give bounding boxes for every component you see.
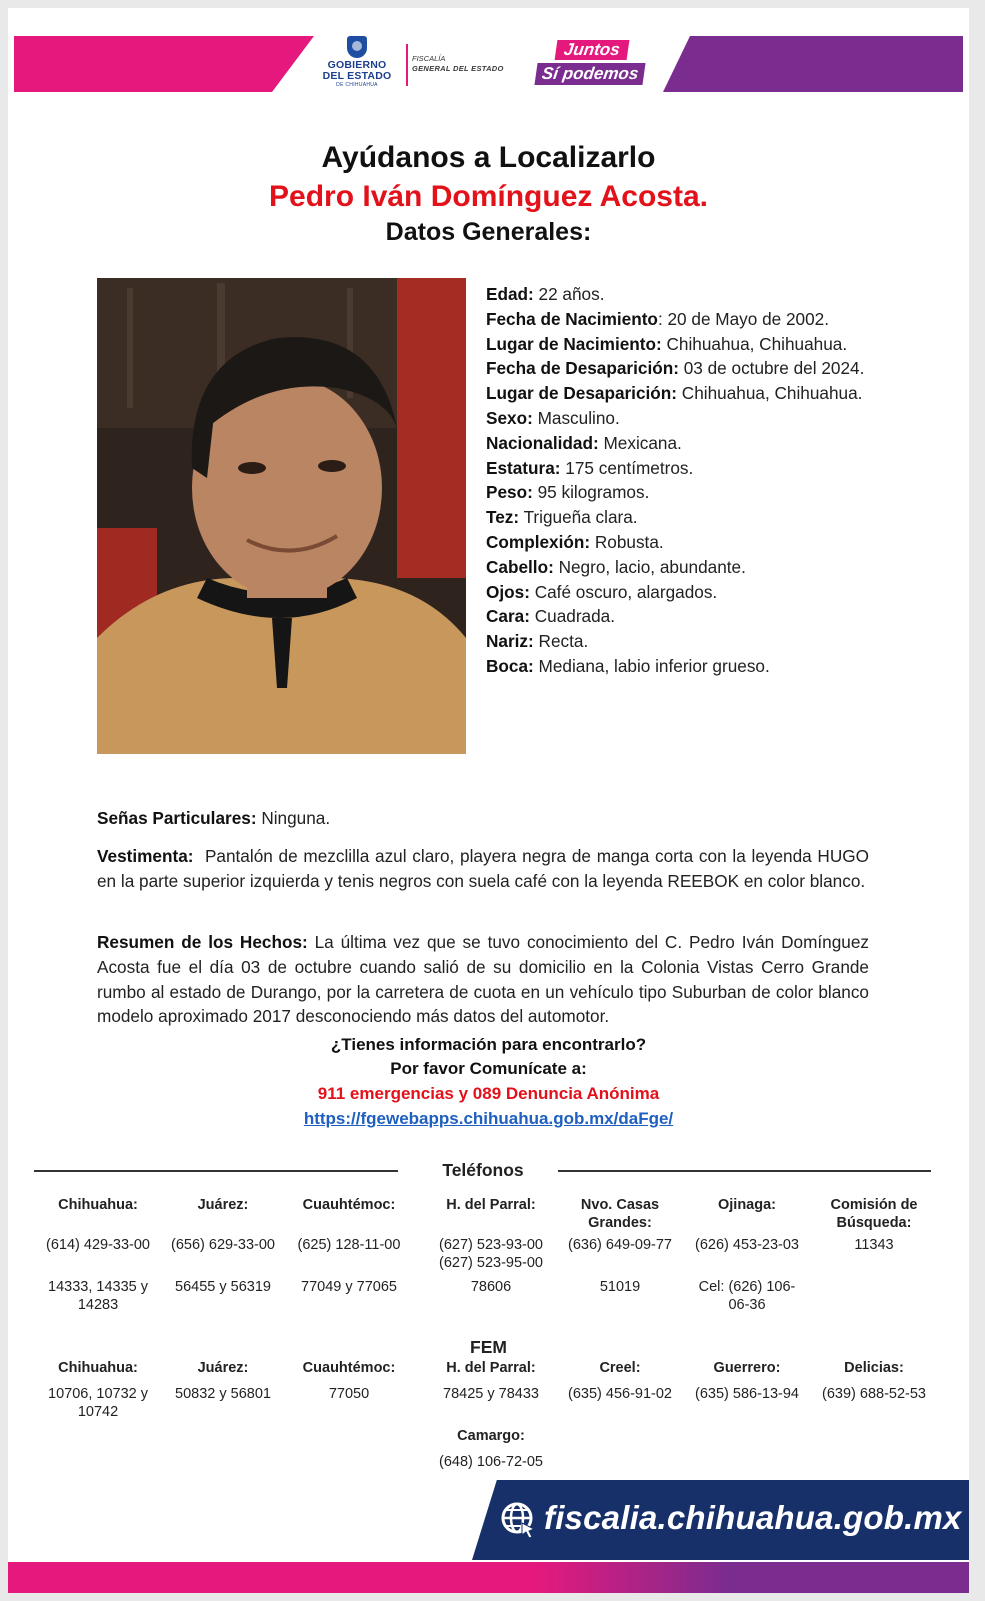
- person-name: Pedro Iván Domínguez Acosta.: [269, 180, 708, 213]
- field-label: Edad:: [486, 284, 534, 304]
- field-value: 95 kilogramos.: [532, 482, 650, 503]
- phones-divider-right: [558, 1170, 931, 1172]
- vestimenta-label: Vestimenta:: [97, 846, 194, 866]
- field-label: Fecha de Nacimiento: [486, 308, 658, 329]
- gob-logo-line1: GOBIERNO: [327, 59, 387, 71]
- fem-city: Camargo:: [457, 1428, 525, 1444]
- contact-please: Por favor Comunícate a:: [390, 1059, 587, 1078]
- fem-col-juarez: [162, 1359, 284, 1403]
- field-value: Mexicana.: [598, 432, 682, 453]
- field-label: Complexión:: [486, 531, 591, 552]
- fem-city: Chihuahua:: [58, 1360, 138, 1376]
- shield-icon: [347, 36, 367, 58]
- fem-number: (639) 688-52-53: [822, 1386, 926, 1402]
- resumen-label: Resumen de los Hechos:: [97, 932, 308, 952]
- phone-number: (626) 453-23-03: [695, 1237, 799, 1253]
- field-label: Cara:: [486, 606, 530, 627]
- fem-col-delicias: [812, 1359, 936, 1403]
- field-nacionalidad: [486, 431, 886, 456]
- field-fecha-desaparicion: [486, 356, 886, 381]
- field-value: 03 de octubre del 2024.: [678, 358, 865, 379]
- slogan-line2: Sí podemos: [534, 63, 645, 85]
- slogan-logo: [532, 36, 660, 96]
- fiscalia-logo: [412, 54, 504, 74]
- header-pink-band: [14, 36, 314, 92]
- vestimenta-value: Pantalón de mezclilla azul claro, playera negra de manga corta con la leyenda HUGO en la parte superior izquierda y tenis negros con suela café con la leyenda REEBOK en color blanco.: [97, 846, 874, 891]
- field-label: Lugar de Nacimiento:: [486, 333, 662, 354]
- phone-col-chihuahua: [34, 1196, 162, 1314]
- fem-city: H. del Parral:: [446, 1360, 536, 1376]
- phone-ext: 51019: [599, 1279, 641, 1295]
- field-label: Ojos:: [486, 581, 530, 602]
- field-cara: [486, 604, 886, 629]
- fem-number: 78425 y 78433: [443, 1386, 539, 1402]
- phone-city: Nvo. Casas Grandes:: [580, 1197, 660, 1231]
- fem-number: 77050: [328, 1386, 370, 1402]
- general-data-list: [486, 282, 886, 679]
- phone-ext: 56455 y 56319: [175, 1279, 271, 1295]
- missing-person-poster: [8, 8, 969, 1593]
- phone-col-ojinaga: [684, 1196, 810, 1314]
- phones-divider-left: [34, 1170, 398, 1172]
- field-peso: [486, 480, 886, 505]
- phone-col-nuevo-casas-grandes: [558, 1196, 682, 1296]
- field-label: Estatura:: [486, 457, 561, 478]
- field-label: Fecha de Desaparición:: [486, 358, 679, 379]
- phone-number: (656) 629-33-00: [171, 1237, 275, 1253]
- phone-city: Cuauhtémoc:: [302, 1197, 396, 1213]
- field-sexo: [486, 406, 886, 431]
- field-boca: [486, 654, 886, 679]
- field-tez: [486, 505, 886, 530]
- globe-icon: [500, 1501, 538, 1539]
- phone-number: (636) 649-09-77: [568, 1237, 672, 1253]
- section-subtitle: Datos Generales:: [385, 218, 592, 246]
- field-estatura: [486, 456, 886, 481]
- senas-label: Señas Particulares:: [97, 808, 257, 828]
- contact-question: ¿Tienes información para encontrarlo?: [330, 1035, 647, 1054]
- phone-col-cuauhtemoc: [284, 1196, 414, 1296]
- phone-city: Chihuahua:: [58, 1197, 138, 1213]
- field-lugar-desaparicion: [486, 381, 886, 406]
- phone-col-juarez: [162, 1196, 284, 1296]
- field-value: Robusta.: [590, 531, 664, 552]
- fem-number: 10706, 10732 y 10742: [48, 1386, 148, 1420]
- field-label: Sexo:: [486, 407, 533, 428]
- fem-col-parral: [428, 1359, 554, 1403]
- fem-number: (648) 106-72-05: [439, 1454, 543, 1470]
- fem-city: Delicias:: [844, 1360, 904, 1376]
- field-label: Lugar de Desaparición:: [486, 383, 678, 404]
- report-link[interactable]: https://fgewebapps.chihuahua.gob.mx/daFge/: [303, 1109, 674, 1128]
- phone-ext: 77049 y 77065: [301, 1279, 397, 1295]
- phone-city: Comisión de Búsqueda:: [830, 1197, 918, 1231]
- gob-logo-sub: DE CHIHUAHUA: [336, 82, 378, 88]
- logo-divider: [406, 44, 408, 86]
- vestimenta: [97, 844, 874, 894]
- phone-ext: 14333, 14335 y 14283: [48, 1279, 148, 1313]
- fem-number: (635) 586-13-94: [695, 1386, 799, 1402]
- page-title: Ayúdanos a Localizarlo: [321, 141, 656, 174]
- fge-line1: FISCALÍA: [412, 54, 446, 63]
- slogan-line1: Juntos: [555, 40, 630, 60]
- field-label: Cabello:: [486, 556, 554, 577]
- fem-col-chihuahua: [34, 1359, 162, 1421]
- fem-number: (635) 456-91-02: [568, 1386, 672, 1402]
- fem-title: FEM: [470, 1337, 507, 1357]
- emergency-numbers: 911 emergencias y 089 Denuncia Anónima: [317, 1084, 660, 1103]
- phones-title: Teléfonos: [442, 1160, 524, 1180]
- senas-particulares: [97, 806, 869, 831]
- field-value: 175 centímetros.: [560, 457, 694, 478]
- field-value: Negro, lacio, abundante.: [553, 556, 746, 577]
- field-nariz: [486, 629, 886, 654]
- phone-number: (614) 429-33-00: [46, 1237, 150, 1253]
- fem-col-guerrero: [684, 1359, 810, 1403]
- field-label: Nacionalidad:: [486, 432, 599, 453]
- field-value: Cuadrada.: [529, 606, 615, 627]
- fem-col-camargo: [428, 1427, 554, 1471]
- phone-col-parral: [428, 1196, 554, 1296]
- field-value: Trigueña clara.: [519, 507, 638, 528]
- field-cabello: [486, 555, 886, 580]
- senas-value: Ninguna.: [256, 808, 331, 828]
- fem-city: Cuauhtémoc:: [302, 1360, 396, 1376]
- fem-city: Juárez:: [197, 1360, 249, 1376]
- field-value: 22 años.: [533, 284, 605, 304]
- field-value: Masculino.: [532, 407, 620, 428]
- field-value: Chihuahua, Chihuahua.: [677, 383, 863, 404]
- phone-city: Ojinaga:: [717, 1197, 776, 1213]
- phone-number: 11343: [854, 1237, 894, 1253]
- field-lugar-nacimiento: [486, 332, 886, 357]
- gob-logo-line2: DEL ESTADO: [322, 70, 392, 82]
- field-value: Mediana, labio inferior grueso.: [533, 655, 770, 676]
- fem-city: Creel:: [599, 1360, 641, 1376]
- footer-gradient-band: [8, 1562, 969, 1593]
- field-ojos: [486, 580, 886, 605]
- footer-website[interactable]: fiscalia.chihuahua.gob.mx: [544, 1499, 962, 1536]
- person-photo: [97, 278, 466, 754]
- phone-city: Juárez:: [197, 1197, 249, 1213]
- field-label: Boca:: [486, 655, 534, 676]
- field-value: : 20 de Mayo de 2002.: [657, 308, 829, 329]
- phone-ext: Cel: (626) 106-06-36: [698, 1279, 796, 1313]
- field-edad: [486, 282, 886, 307]
- field-value: Chihuahua, Chihuahua.: [661, 333, 848, 354]
- gobierno-logo: [311, 36, 403, 96]
- phone-city: H. del Parral:: [446, 1197, 536, 1213]
- fem-city: Guerrero:: [713, 1360, 781, 1376]
- header-purple-band: [663, 36, 963, 92]
- field-value: Café oscuro, alargados.: [529, 581, 718, 602]
- resumen-value: La última vez que se tuvo conocimiento del C. Pedro Iván Domínguez Acosta fue el día 03 de octubre cuando salió de su domicilio en la Colonia Vistas Cerro Grande rumbo al estado de Durango, por la carretera de cuota en un vehículo tipo Suburban de color blanco modelo aproximado 2017 desconociendo más datos del automotor.: [97, 932, 870, 1027]
- field-label: Tez:: [486, 507, 520, 528]
- field-value: Recta.: [533, 631, 589, 652]
- field-label: Nariz:: [486, 631, 534, 652]
- fem-col-cuauhtemoc: [284, 1359, 414, 1403]
- phone-number: (625) 128-11-00: [297, 1237, 401, 1253]
- fem-number: 50832 y 56801: [175, 1386, 271, 1402]
- fge-line2: GENERAL DEL ESTADO: [412, 64, 504, 73]
- fem-col-creel: [558, 1359, 682, 1403]
- phone-ext: 78606: [470, 1279, 512, 1295]
- field-label: Peso:: [486, 482, 533, 503]
- phone-number: (627) 523-93-00 (627) 523-95-00: [439, 1237, 543, 1271]
- field-complexion: [486, 530, 886, 555]
- phone-col-comision-busqueda: [812, 1196, 936, 1254]
- field-fecha-nacimiento: [486, 307, 886, 332]
- resumen-hechos: [97, 930, 869, 1029]
